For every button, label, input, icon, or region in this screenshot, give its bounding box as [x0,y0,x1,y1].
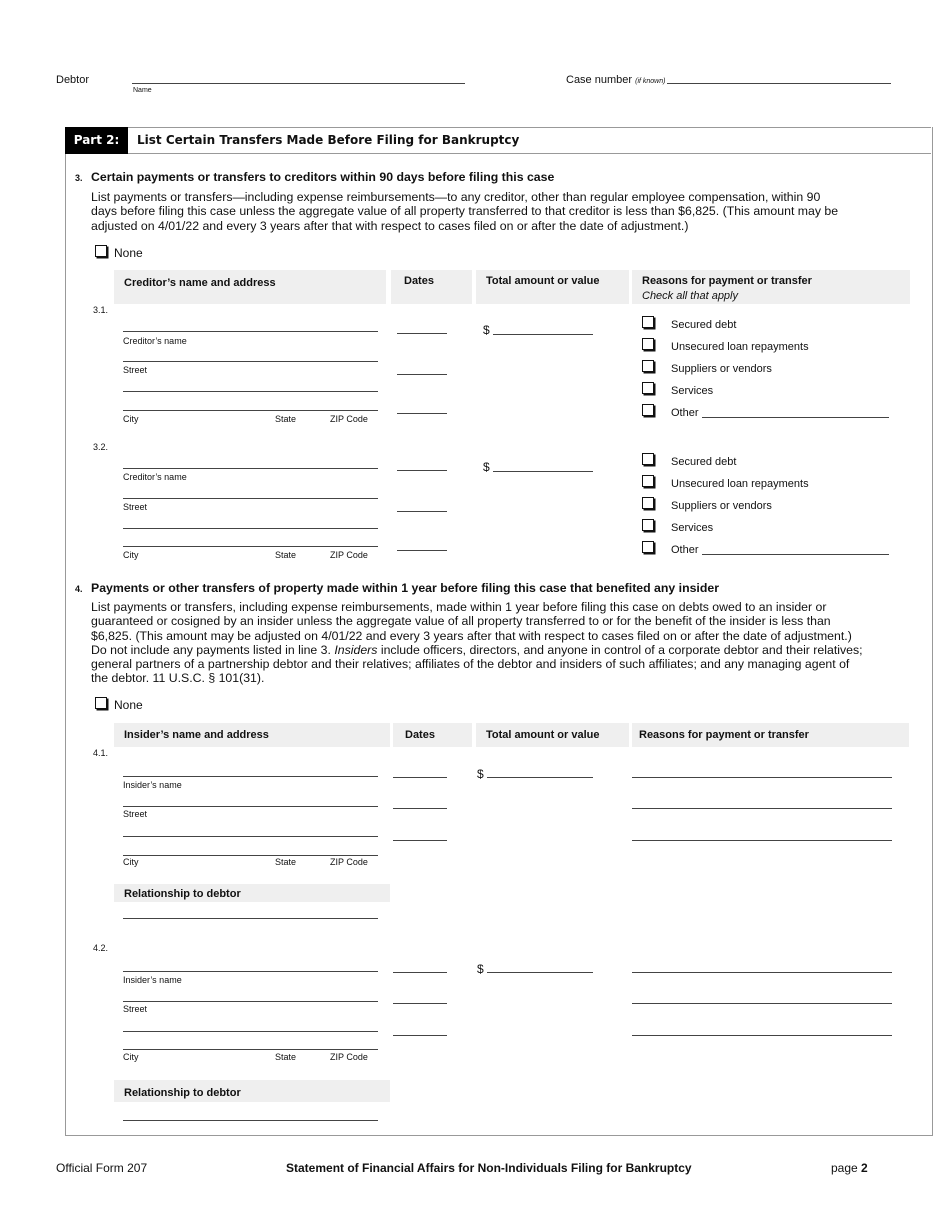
unsecured-loan-checkbox[interactable] [642,475,654,487]
q4-none-checkbox[interactable] [95,697,107,709]
part2-frame-divider [128,153,931,154]
date-field[interactable] [393,840,447,841]
reason-label: Services [671,385,714,397]
part-label: Part 2: [65,127,128,154]
reason-field[interactable] [632,972,892,973]
creditor-name-field[interactable] [123,468,378,469]
relationship-label: Relationship to debtor [114,884,390,902]
services-checkbox[interactable] [642,519,654,531]
reason-label: Secured debt [671,456,737,468]
date-field[interactable] [393,1003,447,1004]
street-label: Street [123,1004,148,1014]
insider-name-field[interactable] [123,971,378,972]
q3-none-label: None [114,246,143,260]
relationship-label: Relationship to debtor [114,1080,390,1102]
city-label: City [123,414,139,424]
secured-debt-checkbox[interactable] [642,316,654,328]
suppliers-checkbox[interactable] [642,360,654,372]
q4-col-reasons: Reasons for payment or transfer [632,723,909,747]
q4-none-label: None [114,698,143,712]
zip-label: ZIP Code [330,1052,368,1062]
name-sublabel: Name [133,87,152,94]
q3-col-reasons-sub: Check all that apply [642,290,738,302]
amount-field[interactable] [487,972,593,973]
q4-para-line [91,643,863,657]
debtor-label: Debtor [56,74,90,86]
part-title: List Certain Transfers Made Before Filing for Bankruptcy [137,133,520,147]
state-label: State [275,550,297,560]
city-label: City [123,857,139,867]
unsecured-loan-checkbox[interactable] [642,338,654,350]
street-label: Street [123,365,148,375]
entry-number: 3.2. [93,442,109,452]
creditor-name-label: Creditor’s name [123,336,187,346]
footer-title: Statement of Financial Affairs for Non-Individuals Filing for Bankruptcy [286,1161,692,1175]
q4-para-text: Do not include any payments listed in line 3. [91,642,331,657]
services-checkbox[interactable] [642,382,654,394]
q3-title: Certain payments or transfers to creditors within 90 days before filing this case [91,170,555,184]
q4-para-line: List payments or transfers, including expense reimbursements, made within 1 year before filing this case on debts owed to an insider or [91,600,827,614]
reason-field[interactable] [632,777,892,778]
other-checkbox[interactable] [642,404,654,416]
reason-label: Suppliers or vendors [671,363,772,375]
date-field[interactable] [397,550,447,551]
street-label: Street [123,809,148,819]
entry-number: 4.2. [93,943,109,953]
relationship-field[interactable] [123,918,378,919]
page-number: 2 [861,1161,868,1175]
page-label: page [831,1161,858,1175]
insider-name-field[interactable] [123,776,378,777]
amount-field[interactable] [493,334,593,335]
reason-label: Unsecured loan repayments [671,478,809,490]
date-field[interactable] [397,333,447,334]
date-field[interactable] [393,777,447,778]
reason-label: Secured debt [671,319,737,331]
reason-label: Suppliers or vendors [671,500,772,512]
date-field[interactable] [393,1035,447,1036]
q4-para-italic: Insiders [334,642,378,657]
reason-field[interactable] [632,808,892,809]
q4-number: 4. [75,584,83,594]
date-field[interactable] [393,972,447,973]
q3-paragraph [91,190,838,233]
date-field[interactable] [393,808,447,809]
zip-label: ZIP Code [330,414,368,424]
street-field-2[interactable] [123,1031,378,1032]
q4-para-line: the debtor. 11 U.S.C. § 101(31). [91,671,265,686]
entry-number: 3.1. [93,305,109,315]
footer-form-name: Official Form 207 [56,1161,148,1175]
amount-field[interactable] [493,471,593,472]
state-label: State [275,414,297,424]
q3-col-reasons-title: Reasons for payment or transfer [642,275,812,287]
q3-none-checkbox[interactable] [95,245,107,257]
suppliers-checkbox[interactable] [642,497,654,509]
reason-field[interactable] [632,840,892,841]
reason-label: Other [671,407,699,419]
dollar-sign: $ [483,460,490,474]
other-field[interactable] [702,554,889,555]
date-field[interactable] [397,470,447,471]
insider-name-label: Insider’s name [123,780,182,790]
date-field[interactable] [397,413,447,414]
q3-para-line: days before filing this case unless the aggregate value of all property transferred to that creditor is less than $6,825. (This amount may be [91,204,839,219]
q4-col-name: Insider’s name and address [114,723,390,747]
q4-paragraph [91,600,863,686]
street-label: Street [123,502,148,512]
q3-col-dates: Dates [391,270,472,304]
city-state-zip-field[interactable] [123,546,378,547]
case-number-label [566,74,665,86]
street-field[interactable] [123,498,378,499]
q4-title: Payments or other transfers of property made within 1 year before filing this case that benefited any insider [91,581,719,595]
if-known-note: (if known) [635,78,666,85]
reason-label: Unsecured loan repayments [671,341,809,353]
city-state-zip-field[interactable] [123,410,378,411]
creditor-name-field[interactable] [123,331,378,332]
city-label: City [123,550,139,560]
q3-para-line: List payments or transfers—including expense reimbursements—to any creditor, other than regular employee compensation, within 90 [91,190,821,204]
q4-col-dates: Dates [393,723,472,747]
creditor-name-label: Creditor’s name [123,472,187,482]
state-label: State [275,1052,297,1062]
date-field[interactable] [397,511,447,512]
reason-label: Services [671,522,714,534]
city-label: City [123,1052,139,1062]
other-field[interactable] [702,417,889,418]
date-field[interactable] [397,374,447,375]
q4-col-amount: Total amount or value [476,723,629,747]
city-state-zip-field[interactable] [123,1049,378,1050]
dollar-sign: $ [477,767,484,781]
reason-field[interactable] [632,1035,892,1036]
street-field-2[interactable] [123,528,378,529]
city-state-zip-field[interactable] [123,855,378,856]
amount-field[interactable] [487,777,593,778]
relationship-field[interactable] [123,1120,378,1121]
entry-number: 4.1. [93,748,109,758]
footer-page [831,1161,868,1175]
q4-para-line: guaranteed or cosigned by an insider unless the aggregate value of all property transferred to or for the benefit of the insider is less than [91,614,831,629]
street-field[interactable] [123,361,378,362]
dollar-sign: $ [477,962,484,976]
debtor-name-field[interactable] [132,83,465,84]
q3-para-line: adjusted on 4/01/22 and every 3 years after that with respect to cases filed on or after the date of adjustment.) [91,218,689,233]
reason-field[interactable] [632,1003,892,1004]
other-checkbox[interactable] [642,541,654,553]
zip-label: ZIP Code [330,857,368,867]
street-field-2[interactable] [123,836,378,837]
street-field[interactable] [123,1001,378,1002]
q3-number: 3. [75,173,83,183]
reason-label: Other [671,544,699,556]
q3-col-name: Creditor’s name and address [114,270,386,304]
zip-label: ZIP Code [330,550,368,560]
secured-debt-checkbox[interactable] [642,453,654,465]
street-field-2[interactable] [123,391,378,392]
state-label: State [275,857,297,867]
q3-col-reasons [632,270,910,304]
case-number-text: Case number [566,74,633,86]
q4-para-text: include officers, directors, and anyone in control of a corporate debtor and their relatives; [380,642,863,657]
case-number-field[interactable] [667,83,891,84]
dollar-sign: $ [483,323,490,337]
insider-name-label: Insider’s name [123,975,182,985]
part2-frame-top [128,127,931,128]
street-field[interactable] [123,806,378,807]
q3-col-amount: Total amount or value [476,270,629,304]
q4-para-line: general partners of a partnership debtor and their relatives; affiliates of the debtor and insiders of such affiliates; and any managing agent of [91,657,850,672]
q4-para-line: $6,825. (This amount may be adjusted on 4/01/22 and every 3 years after that with respect to cases filed on or after the date of adjustment.) [91,628,852,643]
